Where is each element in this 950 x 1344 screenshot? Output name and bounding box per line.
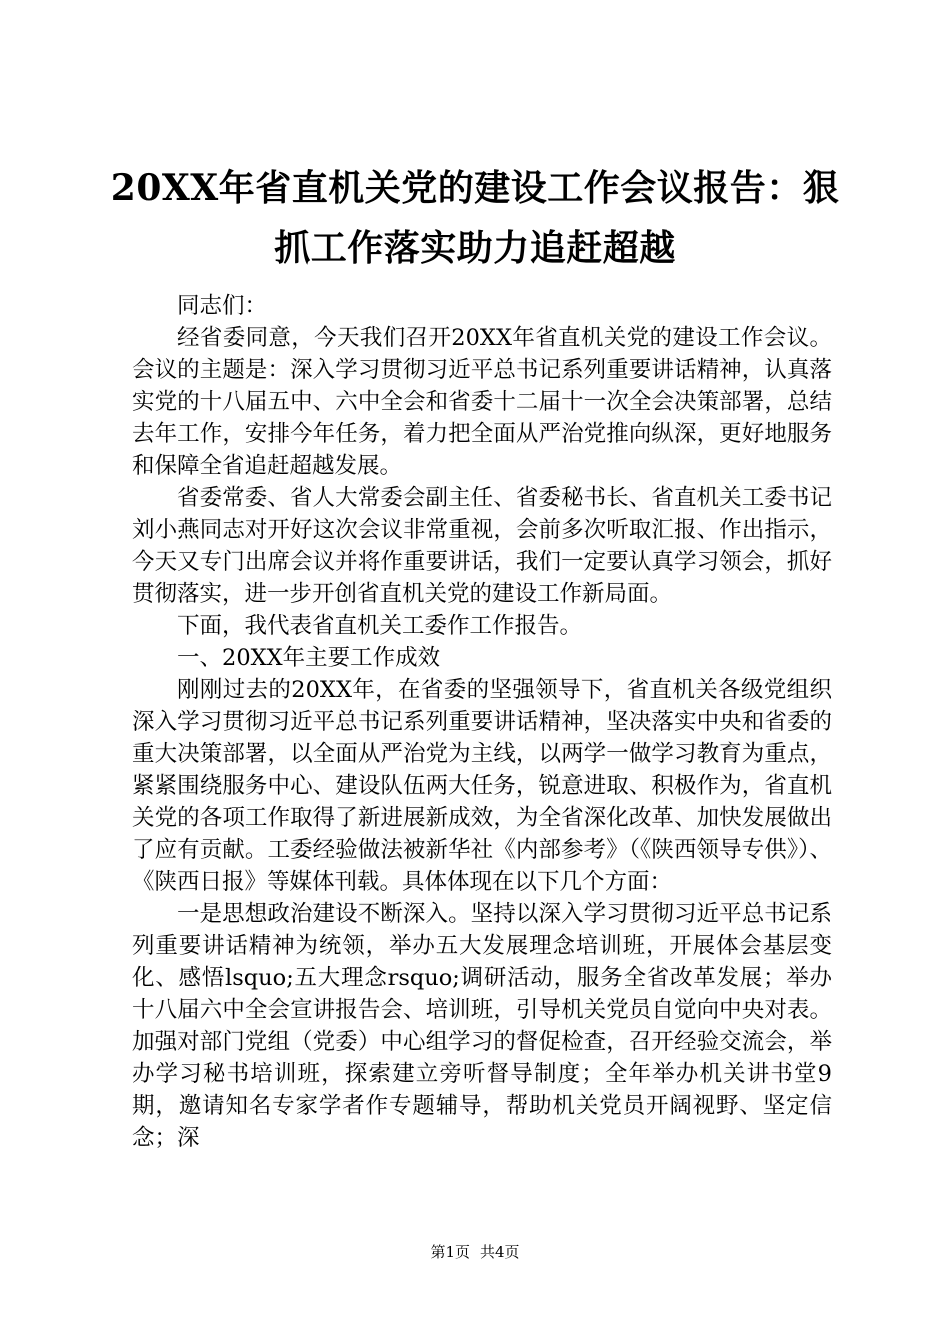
- paragraph-report-statement: 下面，我代表省直机关工委作工作报告。: [177, 613, 583, 639]
- section-heading: 一、20XX年主要工作成效: [177, 645, 441, 671]
- paragraph-ideology: 一是思想政治建设不断深入。坚持以深入学习贯彻习近平总书记系列重要讲话精神为统领，举办五大发展理念培训班，开展体会基层变化、感悟lsquo;五大理念rsquo;调研活动，服务全省改革发展；举办十八届六中全会宣讲报告会、培训班，引导机关党员自觉向中央对表。加强对部门党组（党委）中心组学习的督促检查，召开经验交流会，举办学习秘书培训班，探索建立旁听督导制度；全年举办机关讲书堂9期，邀请知名专家学者作专题辅导，帮助机关党员开阔视野、坚定信念；深: [132, 901, 832, 1151]
- document-body: [132, 290, 832, 1154]
- document-title: 20XX年省直机关党的建设工作会议报告：狠抓工作落实助力追赶超越: [110, 167, 840, 269]
- page-total: 共4页: [480, 1243, 520, 1261]
- page-footer: [0, 1242, 950, 1262]
- paragraph-achievements: 刚刚过去的20XX年，在省委的坚强领导下，省直机关各级党组织深入学习贯彻习近平总书记系列重要讲话精神，坚决落实中央和省委的重大决策部署，以全面从严治党为主线，以两学一做学习教育为重点，紧紧围绕服务中心、建设队伍两大任务，锐意进取、积极作为，省直机关党的各项工作取得了新进展新成效，为全省深化改革、加快发展做出了应有贡献。工委经验做法被新华社《内部参考》（《陕西领导专供》）、《陕西日报》等媒体刊载。具体体现在以下几个方面：: [132, 677, 832, 895]
- page-number: 第1页: [430, 1243, 470, 1261]
- paragraph-intro: 经省委同意，今天我们召开20XX年省直机关党的建设工作会议。会议的主题是：深入学习贯彻习近平总书记系列重要讲话精神，认真落实党的十八届五中、六中全会和省委十二届十一次全会决策部署，总结去年工作，安排今年任务，着力把全面从严治党推向纵深，更好地服务和保障全省追赶超越发展。: [132, 325, 832, 479]
- salutation: 同志们：: [177, 293, 268, 319]
- paragraph-leadership: 省委常委、省人大常委会副主任、省委秘书长、省直机关工委书记刘小燕同志对开好这次会议非常重视，会前多次听取汇报、作出指示，今天又专门出席会议并将作重要讲话，我们一定要认真学习领会，抓好贯彻落实，进一步开创省直机关党的建设工作新局面。: [132, 485, 832, 607]
